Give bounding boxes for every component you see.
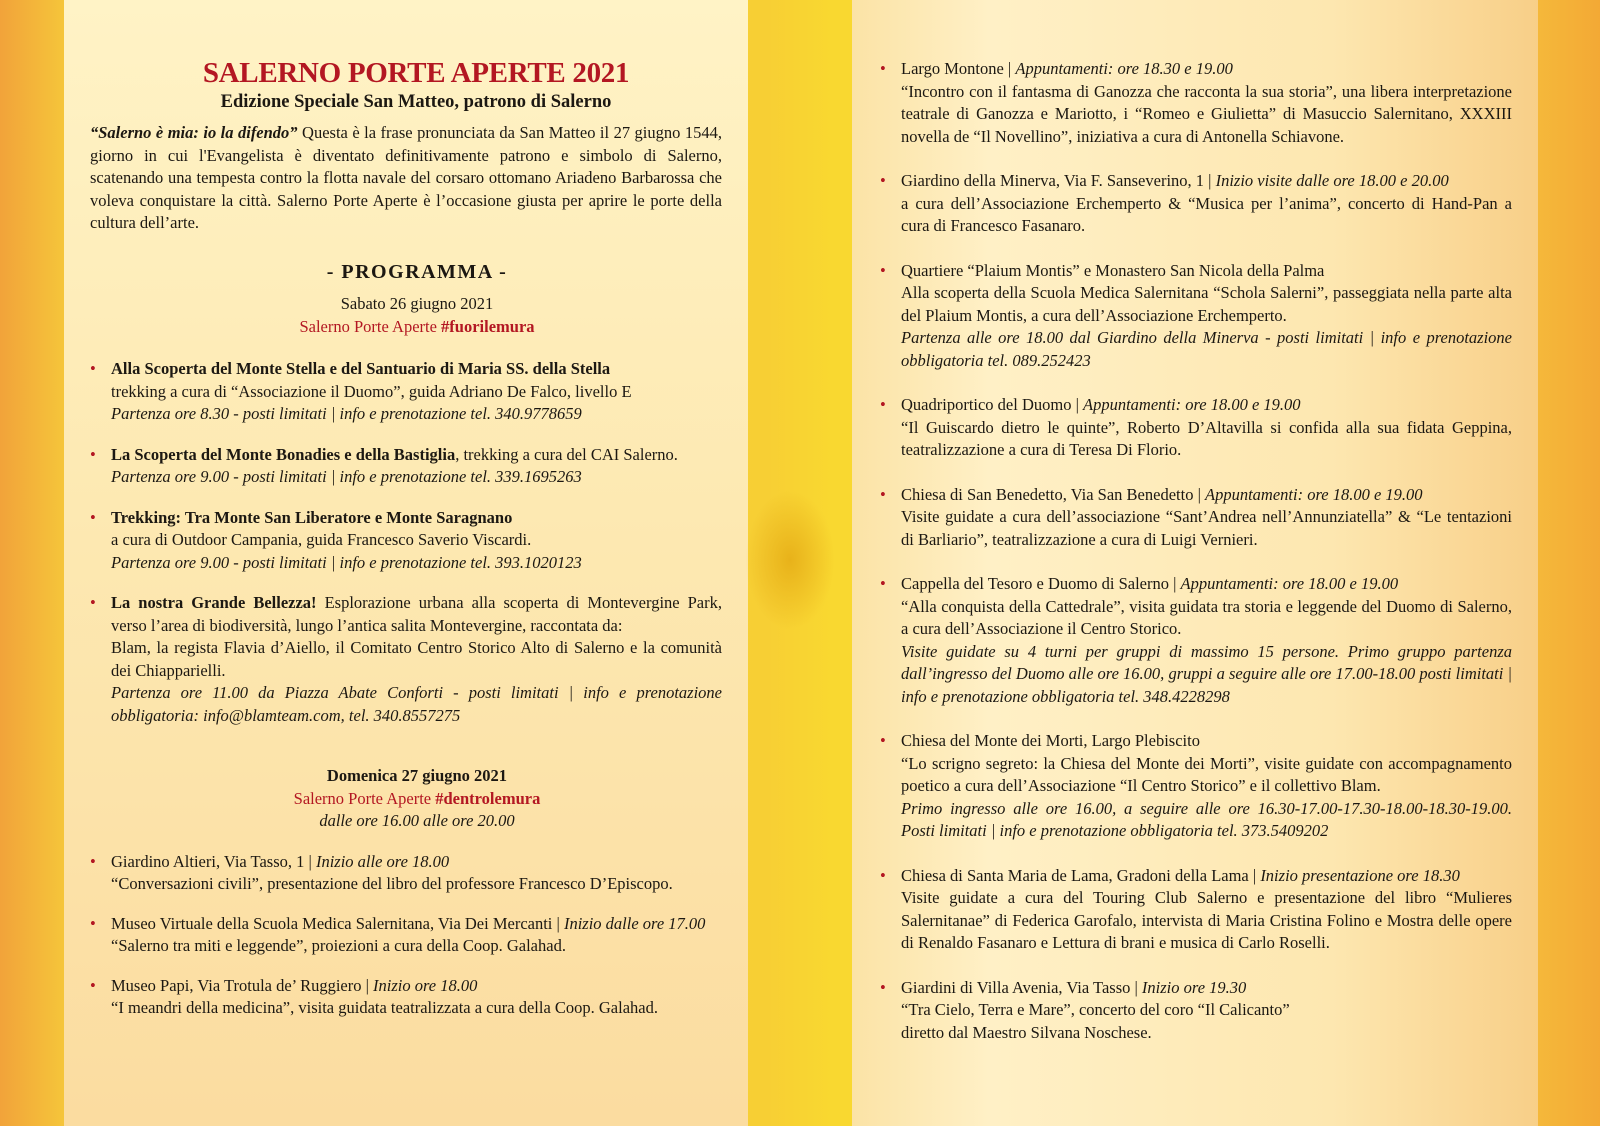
saturday-tag: Salerno Porte Aperte #fuorilemura: [299, 316, 535, 336]
intro-paragraph: [90, 122, 722, 235]
sunday-date: Domenica 27 giugno 2021: [326, 766, 508, 785]
list-item: • Quartiere “Plaium Montis” e Monastero San Nicola della Palma Alla scoperta della Scuola Medica Salernitana “Schola Salerni”, passeggiata nella parte alta del Plaium Montis, a cura dell’Associazione Erchemperto. Partenza alle ore 18.00 dal Giardino della Minerva - posti limitati | info e prenotazione obbligatoria tel. 089.252423: [880, 260, 1512, 373]
page-title: SALERNO PORTE APERTE 2021: [202, 57, 630, 89]
list-item: • Museo Papi, Via Trotula de’ Ruggiero | Inizio ore 18.00 “I meandri della medicina”, visita guidata teatralizzata a cura della Coop. Galahad.: [90, 975, 722, 1020]
list-item: • La nostra Grande Bellezza! Esplorazione urbana alla scoperta di Montevergine Park, verso l’area di biodiversità, lungo l’antica salita Montevergine, raccontata da: Blam, la regista Flavia d’Aiello, il Comitato Centro Storico Alto di Salerno e la comunità dei Chiapparielli. Partenza ore 11.00 da Piazza Abate Conforti - posti limitati | info e prenotazione obbligatoria: info@blamteam.com, tel. 340.8557275: [90, 592, 722, 727]
list-item: • Cappella del Tesoro e Duomo di Salerno | Appuntamenti: ore 18.00 e 19.00 “Alla conquista della Cattedrale”, visita guidata tra storia e leggende del Duomo di Salerno, a cura dell’Associazione il Centro Storico. Visite guidate su 4 turni per gruppi di massimo 15 persone. Primo gruppo partenza dall’ingresso del Duomo alle ore 16.00, gruppi a seguire alle ore 17.00-18.00 posti limitati | info e prenotazione obbligatoria tel. 348.4228298: [880, 573, 1512, 708]
intro-text: Questa è la frase pronunciata da San Matteo il 27 giugno 1544, giorno in cui l'Evangelista è diventato definitivamente patrono e simbolo di Salerno, scatenando una tempesta contro la flotta navale del corsaro ottomano Ariadeno Barbarossa che voleva conquistare la città. Salerno Porte Aperte è l’occasione giusta per aprire le porte della cultura dell’arte.: [90, 123, 722, 232]
list-item: • Giardino della Minerva, Via F. Sanseverino, 1 | Inizio visite dalle ore 18.00 e 20.00 a cura dell’Associazione Erchemperto & “Musica per l’anima”, concerto di Hand-Pan a cura di Francesco Fasanaro.: [880, 170, 1512, 238]
list-item: • Alla Scoperta del Monte Stella e del Santuario di Maria SS. della Stella trekking a cura di “Associazione il Duomo”, guida Adriano De Falco, livello E Partenza ore 8.30 - posti limitati | info e prenotazione tel. 340.9778659: [90, 358, 722, 426]
list-item: • Quadriportico del Duomo | Appuntamenti: ore 18.00 e 19.00 “Il Guiscardo dietro le quinte”, Roberto D’Altavilla si confida alla sua fidata Geppina, teatralizzazione a cura di Teresa Di Florio.: [880, 394, 1512, 462]
list-item: • La Scoperta del Monte Bonadies e della Bastiglia, trekking a cura del CAI Salerno. Partenza ore 9.00 - posti limitati | info e prenotazione tel. 339.1695263: [90, 444, 722, 489]
spine-glow: [745, 490, 835, 630]
list-item: • Chiesa di Santa Maria de Lama, Gradoni della Lama | Inizio presentazione ore 18.30 Visite guidate a cura del Touring Club Salerno e presentazione del libro “Mulieres Salernitanae” di Federica Garofalo, intervista di Maria Cristina Folino e Mostra delle opere di Renaldo Fasanaro e Lettura di brani e musica di Carlo Roselli.: [880, 865, 1512, 955]
programma-heading: - PROGRAMMA -: [326, 260, 508, 283]
list-item: • Chiesa di San Benedetto, Via San Benedetto | Appuntamenti: ore 18.00 e 19.00 Visite guidate a cura dell’associazione “Sant’Andrea nell’Annunziatella” & “Le tentazioni di Barliario”, teatralizzazione a cura di Luigi Vernieri.: [880, 484, 1512, 552]
page-subtitle: Edizione Speciale San Matteo, patrono di Salerno: [220, 92, 612, 112]
list-item: • Giardino Altieri, Via Tasso, 1 | Inizio alle ore 18.00 “Conversazioni civili”, presentazione del libro del professore Francesco D’Episcopo.: [90, 851, 722, 896]
sunday-hours: dalle ore 16.00 alle ore 20.00: [319, 811, 515, 830]
list-item: • Museo Virtuale della Scuola Medica Salernitana, Via Dei Mercanti | Inizio dalle ore 17.00 “Salerno tra miti e leggende”, proiezioni a cura della Coop. Galahad.: [90, 913, 722, 958]
list-item: • Trekking: Tra Monte San Liberatore e Monte Saragnano a cura di Outdoor Campania, guida Francesco Saverio Viscardi. Partenza ore 9.00 - posti limitati | info e prenotazione tel. 393.1020123: [90, 507, 722, 575]
list-item: • Largo Montone | Appuntamenti: ore 18.30 e 19.00 “Incontro con il fantasma di Ganozza che racconta la sua storia”, una libera interpretazione teatrale di Ganozza e Mariotto, i “Romeo e Giulietta” di Masuccio Salernitano, XXXIII novella de “Il Novellino”, iniziativa a cura di Antonella Schiavone.: [880, 58, 1512, 148]
sunday-tag: Salerno Porte Aperte #dentrolemura: [293, 788, 541, 808]
left-column: [90, 56, 722, 1020]
list-item: • Chiesa del Monte dei Morti, Largo Plebiscito “Lo scrigno segreto: la Chiesa del Monte dei Morti”, visite guidate con accompagnamento poetico a cura dell’Associazione “Il Centro Storico” e il collettivo Blam. Primo ingresso alle ore 16.00, a seguire alle ore 16.30-17.00-17.30-18.00-18.30-19.00. Posti limitati | info e prenotazione obbligatoria tel. 373.5409202: [880, 730, 1512, 843]
list-item: • Giardini di Villa Avenia, Via Tasso | Inizio ore 19.30 “Tra Cielo, Terra e Mare”, concerto del coro “Il Calicanto” diretto dal Maestro Silvana Noschese.: [880, 977, 1512, 1045]
intro-quote: “Salerno è mia: io la difendo”: [90, 123, 298, 142]
right-column: [880, 58, 1512, 1044]
saturday-date: Sabato 26 giugno 2021: [340, 294, 494, 313]
